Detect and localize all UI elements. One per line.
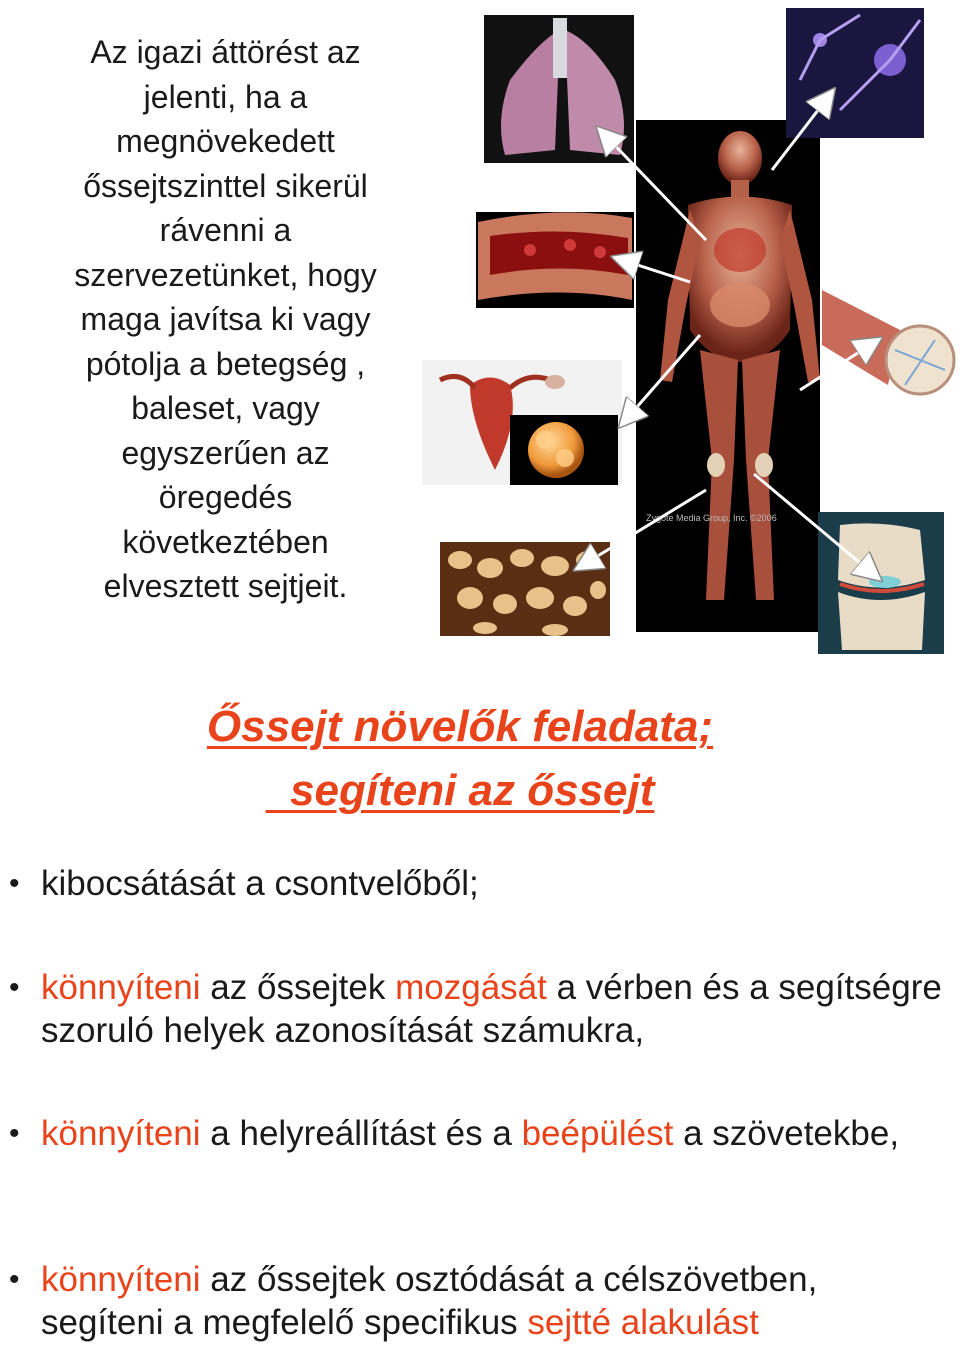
bullet-icon: • bbox=[9, 1117, 20, 1150]
bullet-text-part: a vérben és a segítségre szoruló helyek azonosítását számukra, bbox=[41, 968, 942, 1050]
heading-line-2: segíteni az őssejt bbox=[265, 766, 655, 815]
anatomy-figure bbox=[420, 0, 960, 660]
intro-line: Az igazi áttörést az bbox=[90, 34, 361, 70]
intro-line: elvesztett sejtjeit. bbox=[103, 568, 348, 604]
intro-line: szervezetünket, hogy bbox=[74, 256, 377, 293]
stem-cell-cluster-image bbox=[510, 415, 618, 485]
bullet-text bbox=[41, 862, 946, 905]
highlight-text: mozgását bbox=[395, 968, 547, 1007]
highlight-text: könnyíteni bbox=[41, 968, 201, 1007]
muscle-image bbox=[820, 270, 958, 400]
intro-line: maga javítsa ki vagy bbox=[80, 301, 371, 337]
bullet-icon: • bbox=[9, 971, 20, 1004]
bullet-text bbox=[41, 1112, 946, 1155]
intro-paragraph bbox=[38, 30, 413, 609]
intro-line: öregedés bbox=[158, 479, 293, 515]
bullet-text-part: kibocsátását a csontvelőből; bbox=[41, 864, 479, 903]
intro-line: egyszerűen az bbox=[121, 434, 330, 471]
bullet-text bbox=[41, 966, 946, 1052]
bullet-text-part: az őssejtek bbox=[200, 968, 396, 1007]
bullet-text bbox=[41, 1258, 946, 1344]
bullet-text-part: a szövetekbe, bbox=[673, 1114, 900, 1153]
intro-line: baleset, vagy bbox=[131, 390, 320, 426]
intro-line: megnövekedett bbox=[116, 123, 335, 159]
highlight-text: könnyíteni bbox=[41, 1260, 201, 1299]
image-credit: Zygote Media Group, Inc. ©2006 bbox=[646, 513, 777, 523]
highlight-text: sejtté alakulást bbox=[527, 1303, 759, 1342]
bullet-text-part: a helyreállítást és a bbox=[200, 1114, 522, 1153]
intro-line: őssejtszinttel sikerül bbox=[83, 167, 368, 204]
neurons-image bbox=[786, 8, 924, 138]
intro-line: pótolja a betegség , bbox=[85, 345, 366, 382]
intro-line: következtében bbox=[122, 523, 329, 560]
bullet-icon: • bbox=[9, 1263, 20, 1296]
highlight-text: könnyíteni bbox=[41, 1114, 201, 1153]
intro-line: jelenti, ha a bbox=[143, 78, 308, 115]
highlight-text: beépülést bbox=[521, 1114, 674, 1153]
blood-vessel-image bbox=[476, 212, 634, 308]
heading-line-1: Őssejt növelők feladata; bbox=[206, 702, 714, 751]
intro-line: rávenni a bbox=[159, 212, 292, 248]
knee-joint-image bbox=[818, 512, 944, 654]
bone-marrow-image bbox=[440, 542, 610, 636]
bullet-icon: • bbox=[9, 867, 20, 900]
bullet-text-part: az őssejtek osztódását a célszövetben, segíteni a megfelelő specifikus bbox=[41, 1260, 818, 1342]
